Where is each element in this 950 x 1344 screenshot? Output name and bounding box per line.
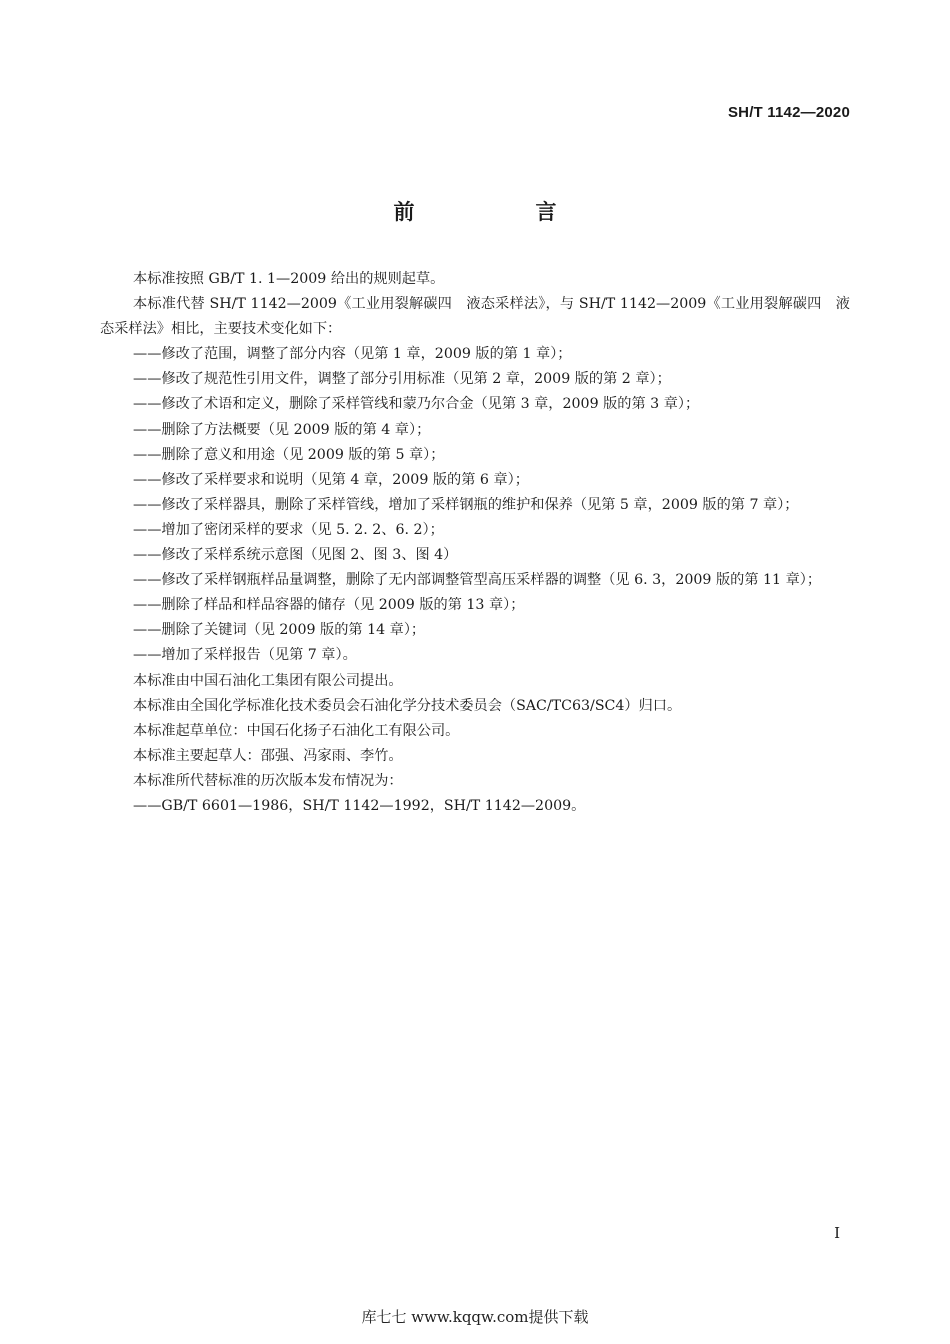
footer-watermark: 库七七 www.kqqw.com提供下载 (361, 1308, 589, 1326)
paragraph-proposer: 本标准由中国石油化工集团有限公司提出。 (133, 672, 403, 689)
change-item: ——修改了采样钢瓶样品量调整，删除了无内部调整管型高压采样器的调整（见 6. 3，2009 版的第 11 章）； (133, 572, 822, 589)
change-item: ——修改了术语和定义，删除了采样管线和蒙乃尔合金（见第 3 章，2009 版的第 3 章）； (133, 396, 700, 413)
paragraph-drafters: 本标准主要起草人：邵强、冯家雨、李竹。 (133, 747, 403, 764)
change-item: ——删除了关键词（见 2009 版的第 14 章）； (133, 622, 426, 639)
change-item: ——修改了采样要求和说明（见第 4 章，2009 版的第 6 章）； (133, 471, 529, 488)
change-item: ——修改了采样器具，删除了采样管线，增加了采样钢瓶的维护和保养（见第 5 章，2009 版的第 7 章）； (133, 496, 799, 513)
paragraph-history-intro: 本标准所代替标准的历次版本发布情况为： (133, 772, 403, 789)
change-item: ——增加了密闭采样的要求（见 5. 2. 2、6. 2）； (133, 521, 444, 538)
paragraph-drafting-rules: 本标准按照 GB/T 1. 1—2009 给出的规则起草。 (133, 271, 445, 287)
change-item: ——修改了采样系统示意图（见图 2、图 3、图 4） (133, 547, 458, 564)
history-item: ——GB/T 6601—1986，SH/T 1142—1992，SH/T 1142—2009。 (133, 797, 586, 814)
foreword-body (100, 267, 850, 819)
page-title: 前 言 (393, 200, 607, 224)
change-item: ——增加了采样报告（见第 7 章）。 (133, 647, 357, 664)
document-code: SH/T 1142—2020 (727, 104, 850, 121)
paragraph-drafting-unit: 本标准起草单位：中国石化扬子石油化工有限公司。 (133, 722, 460, 739)
paragraph-replacement: 本标准代替 SH/T 1142—2009《工业用裂解碳四 液态采样法》，与 SH/T 1142—2009《工业用裂解碳四 液态采样法》相比，主要技术变化如下： (100, 296, 850, 338)
page-number: I (834, 1224, 840, 1242)
paragraph-committee: 本标准由全国化学标准化技术委员会石油化学分技术委员会（SAC/TC63/SC4）归口。 (133, 697, 682, 714)
change-item: ——修改了规范性引用文件，调整了部分引用标准（见第 2 章，2009 版的第 2 章）； (133, 371, 671, 388)
change-item: ——删除了样品和样品容器的储存（见 2009 版的第 13 章）； (133, 597, 525, 614)
change-item: ——删除了意义和用途（见 2009 版的第 5 章）； (133, 446, 445, 463)
change-item: ——删除了方法概要（见 2009 版的第 4 章）； (133, 421, 431, 438)
change-item: ——修改了范围，调整了部分内容（见第 1 章，2009 版的第 1 章）； (133, 346, 572, 363)
